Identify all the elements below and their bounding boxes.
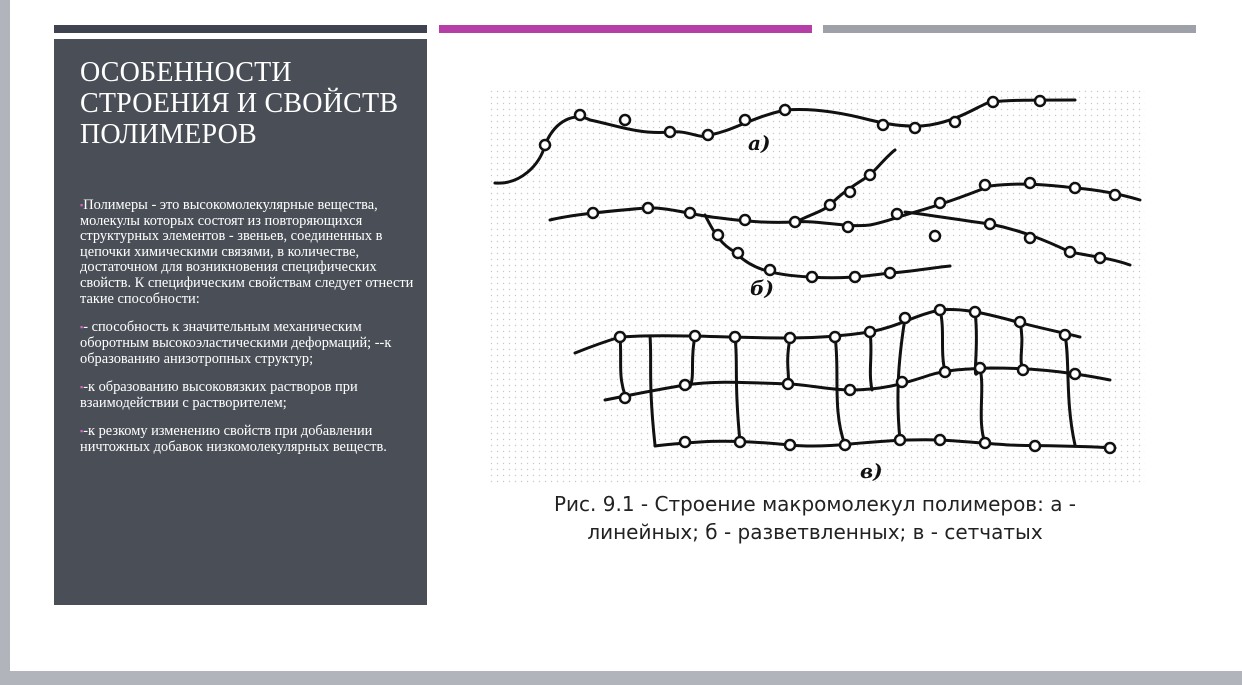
header-bar-magenta <box>439 25 812 33</box>
label-a: а) <box>748 131 771 155</box>
bullet-icon: ▪ <box>80 382 84 393</box>
slide-title: ОСОБЕННОСТИ СТРОЕНИЯ И СВОЙСТВ ПОЛИМЕРОВ <box>80 57 399 150</box>
dotted-background <box>490 90 1145 485</box>
text-panel <box>54 39 427 605</box>
polymer-structure-figure <box>490 90 1145 485</box>
header-bar-dark <box>54 25 427 33</box>
bullet-icon: ▪ <box>80 426 84 437</box>
caption-line-2: линейных; б - разветвленных; в - сетчатых <box>587 520 1043 544</box>
paragraph-property-2 <box>80 380 419 411</box>
paragraph-text: -к резкому изменению свойств при добавлении ничтожных добавок низкомолекулярных веществ. <box>80 423 387 456</box>
slide-bottom-border <box>0 671 1242 685</box>
figure-caption <box>515 490 1115 546</box>
paragraph-text: Полимеры - это высокомолекулярные вещества, молекулы которых состоят из повторяющихся структурных элементов - звеньев, соединенных в цепочки химическими связями, в количестве, достаточном для возникновения специфических свойств. К специфическим свойствам следует отнести такие способности: <box>80 197 414 307</box>
paragraph-property-1 <box>80 320 419 367</box>
paragraph-text: -к образованию высоковязких растворов при взаимодействии с растворителем; <box>80 379 358 411</box>
paragraph-text: - способность к значительным механическим оборотным высокоэластическими деформаций; --к образованию анизотропных структур; <box>80 319 392 367</box>
label-b: б) <box>750 276 774 300</box>
slide-left-border <box>0 0 10 685</box>
header-bar-gray <box>823 25 1196 33</box>
body-text <box>80 198 419 456</box>
network-rung <box>1020 322 1023 370</box>
caption-line-1: Рис. 9.1 - Строение макромолекул полимеров: а - <box>553 492 1077 516</box>
bullet-icon: ▪ <box>80 322 84 333</box>
paragraph-property-3 <box>80 424 419 455</box>
paragraph-definition <box>80 198 419 307</box>
network-rung <box>870 332 872 390</box>
bullet-icon: ▪ <box>80 200 84 210</box>
label-c: в) <box>860 459 883 483</box>
